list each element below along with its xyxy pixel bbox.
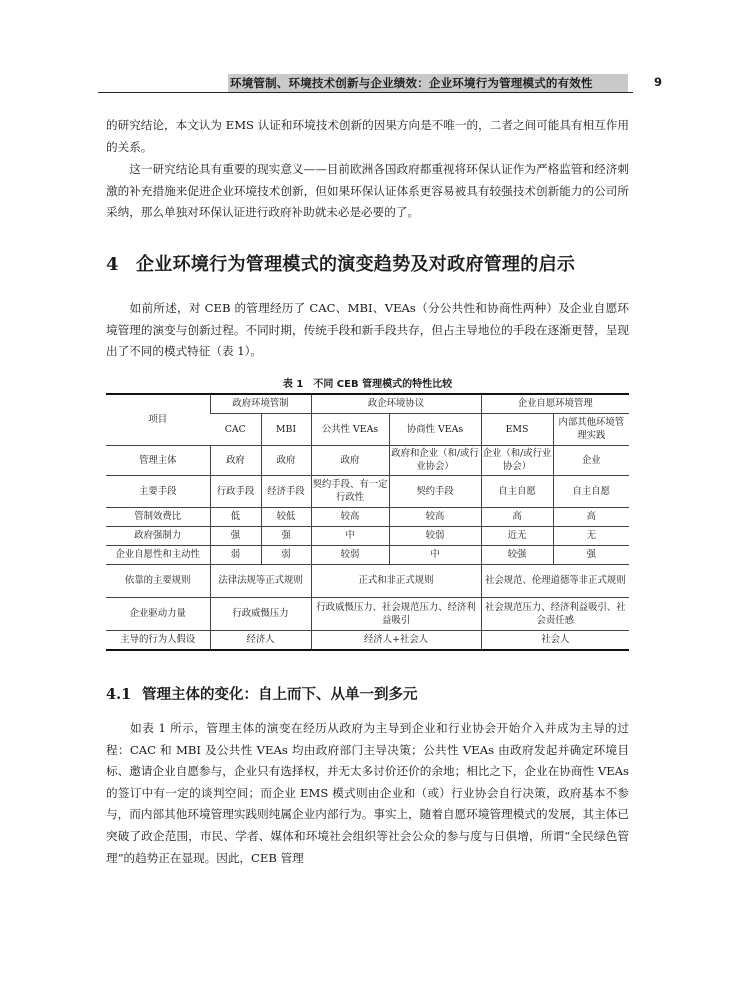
header-item: 项目	[106, 394, 210, 445]
table-cell: 社会规范、伦理道德等非正式规则	[481, 564, 629, 597]
table-row	[106, 526, 629, 545]
table-cell: 较高	[389, 507, 481, 526]
table-cell: 行政威慑压力	[210, 597, 311, 630]
table-row	[106, 545, 629, 564]
table-header-row	[106, 394, 629, 413]
subheader-public-veas: 公共性 VEAs	[311, 413, 389, 445]
table-cell: 较高	[311, 507, 389, 526]
table-cell: 企业（和/或行业协会）	[481, 445, 553, 475]
group-agreement: 政企环境协议	[311, 394, 481, 413]
table-cell: 经济人+社会人	[311, 630, 481, 650]
table-row	[106, 630, 629, 650]
table-cell: 近无	[481, 526, 553, 545]
table-row	[106, 507, 629, 526]
table-cell: 经济人	[210, 630, 311, 650]
running-header	[0, 74, 729, 94]
table-cell: 经济手段	[261, 475, 311, 507]
row-label: 管理主体	[106, 445, 210, 475]
paragraph-section-4-1: 如表 1 所示，管理主体的演变在经历从政府为主导到企业和行业协会开始介入并成为主导的过程：CAC 和 MBI 及公共性 VEAs 均由政府部门主导决策；公共性 VEAs 由政府发起并确定环境目标、邀请企业自愿参与，企业只有选择权，并无太多讨价还价的余地；相比之下，企业在协商性 VEAs 的签订中有一定的谈判空间；而企业 EMS 模式则由企业和（或）行业协会自行决策，政府基本不参与，而内部其他环境管理实践则纯属企业内部行为。事实上，随着自愿环境管理模式的发展，其主体已突破了政企范围，市民、学者、媒体和环境社会组织等社会公众的参与度与日俱增，所谓“全民绿色管理”的趋势正在显现。因此，CEB 管理	[106, 721, 629, 865]
table-cell: 较低	[261, 507, 311, 526]
table-cell: 法律法规等正式规则	[210, 564, 311, 597]
table-cell: 社会规范压力、经济利益吸引、社会责任感	[481, 597, 629, 630]
table-row	[106, 475, 629, 507]
table-cell: 契约手段	[389, 475, 481, 507]
page-number: 9	[654, 75, 663, 89]
section-4-heading	[106, 250, 575, 276]
row-label: 依靠的主要规则	[106, 564, 210, 597]
table-cell: 正式和非正式规则	[311, 564, 481, 597]
table-cell: 强	[553, 545, 629, 564]
group-voluntary: 企业自愿环境管理	[481, 394, 629, 413]
row-label: 企业自愿性和主动性	[106, 545, 210, 564]
section-4-1-title: 管理主体的变化：自上而下、从单一到多元	[142, 686, 418, 703]
subheader-mbi: MBI	[261, 413, 311, 445]
table-row	[106, 445, 629, 475]
table-row	[106, 597, 629, 630]
table-cell: 强	[261, 526, 311, 545]
section-4-number: 4	[106, 254, 119, 275]
row-label: 主要手段	[106, 475, 210, 507]
section-4-1-number: 4.1	[106, 686, 132, 703]
table-cell: 中	[389, 545, 481, 564]
table-cell: 契约手段、有一定行政性	[311, 475, 389, 507]
table-cell: 弱	[261, 545, 311, 564]
running-title: 环境管制、环境技术创新与企业绩效：企业环境行为管理模式的有效性	[230, 76, 593, 90]
row-label: 主导的行为人假设	[106, 630, 210, 650]
table-cell: 行政手段	[210, 475, 261, 507]
ceb-comparison-table	[106, 393, 629, 651]
row-label: 管制效费比	[106, 507, 210, 526]
paragraph-section-4: 如前所述，对 CEB 的管理经历了 CAC、MBI、VEAs（分公共性和协商性两种）及企业自愿环境管理的演变与创新过程。不同时期，传统手段和新手段共存，但占主导地位的手段在逐渐更替，呈现出了不同的模式特征（表 1）。	[106, 301, 629, 359]
subheader-negotiated-veas: 协商性 VEAs	[389, 413, 481, 445]
table-cell: 企业	[553, 445, 629, 475]
table-cell: 自主自愿	[481, 475, 553, 507]
table-cell: 社会人	[481, 630, 629, 650]
paragraph-intro: 的研究结论，本文认为 EMS 认证和环境技术创新的因果方向是不唯一的，二者之间可能具有相互作用的关系。	[106, 118, 629, 154]
table-cell: 较弱	[389, 526, 481, 545]
section-4-title: 企业环境行为管理模式的演变趋势及对政府管理的启示	[136, 254, 576, 275]
table-cell: 政府	[261, 445, 311, 475]
table-row	[106, 564, 629, 597]
table-cell: 政府	[210, 445, 261, 475]
subheader-ems: EMS	[481, 413, 553, 445]
table-cell: 弱	[210, 545, 261, 564]
table-cell: 行政威慑压力、社会规范压力、经济利益吸引	[311, 597, 481, 630]
section-4-1-heading	[106, 683, 418, 704]
table-cell: 政府	[311, 445, 389, 475]
table-cell: 高	[553, 507, 629, 526]
paragraph-significance: 这一研究结论具有重要的现实意义——目前欧洲各国政府都重视将环保认证作为严格监管和经济刺激的补充措施来促进企业环境技术创新，但如果环保认证体系更容易被具有较强技术创新能力的公司所采纳，那么单独对环保认证进行政府补助就未必是必要的了。	[106, 162, 629, 220]
table-cell: 无	[553, 526, 629, 545]
table-cell: 中	[311, 526, 389, 545]
table-cell: 较弱	[311, 545, 389, 564]
row-label: 政府强制力	[106, 526, 210, 545]
row-label: 企业驱动力量	[106, 597, 210, 630]
table-cell: 较强	[481, 545, 553, 564]
table-cell: 高	[481, 507, 553, 526]
subheader-internal-practice: 内部其他环境管理实践	[553, 413, 629, 445]
group-govt: 政府环境管制	[210, 394, 311, 413]
table-caption: 表 1 不同 CEB 管理模式的特性比较	[282, 379, 453, 390]
table-cell: 低	[210, 507, 261, 526]
table-cell: 自主自愿	[553, 475, 629, 507]
header-rule	[98, 92, 633, 93]
subheader-cac: CAC	[210, 413, 261, 445]
table-cell: 政府和企业（和/或行业协会）	[389, 445, 481, 475]
table-cell: 强	[210, 526, 261, 545]
